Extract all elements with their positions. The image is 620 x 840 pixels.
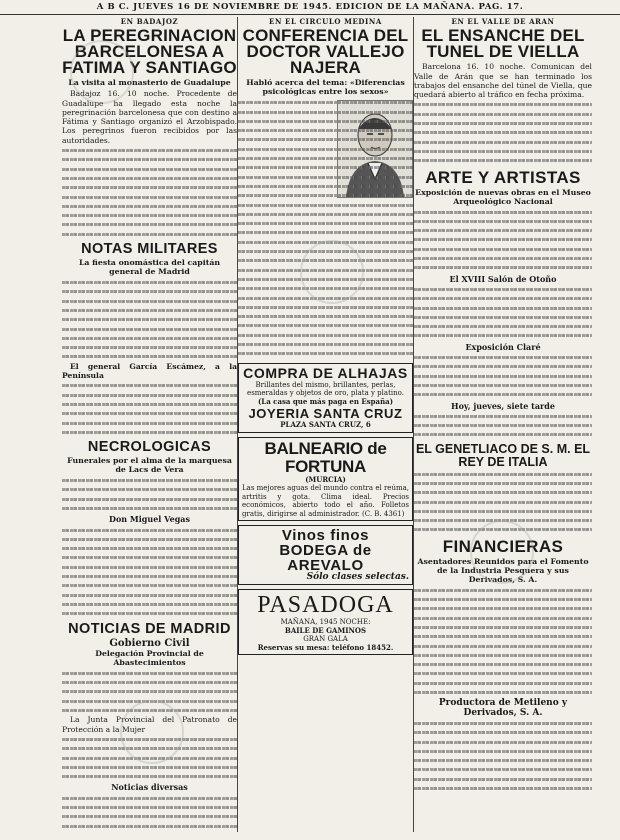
ad-balneario — [238, 437, 413, 522]
headline-peregrinacion: LA PEREGRINACION BARCELONESA A FATIMA Y SANTIAGO — [62, 26, 237, 78]
column-right — [414, 17, 592, 834]
article-subhead: El general García Escámez, a la Península — [62, 361, 237, 381]
ad-tagline: (La casa que más paga en España) — [257, 396, 394, 406]
headline-necrologicas: NECROLOGICAS — [87, 439, 212, 456]
ad-title: COMPRA DE ALHAJAS — [243, 364, 408, 381]
headline-conferencia: CONFERENCIA DEL DOCTOR VALLEJO NAJERA — [242, 26, 409, 78]
deck: Exposición de nuevas obras en el Museo Arqueológico Nacional — [415, 187, 591, 206]
ad-line: Vinos finos — [281, 527, 370, 545]
deck: La visita al monasterio de Guadalupe — [68, 78, 231, 88]
section-label: EN EL CIRCULO MEDINA — [269, 17, 382, 26]
article-paragraph: Barcelona 16. 10 noche. Comunican del Valle de Arán que se han terminado los trabajos del ensanche del túnel de Viella, que quedará abierto al tráfico en fecha próxima. — [414, 62, 592, 100]
ad-text: Las mejores aguas del mundo contra el reúma, artritis y gota. Clima ideal. Precios económicos, abierto todo el año. Folletos gratis, dirigirse al administrador. (C. B. 4361) — [242, 484, 409, 518]
subhead-exposicion-clare: Exposición Claré — [465, 341, 541, 352]
deck: Funerales por el alma de la marquesa de Lacs de Vera — [67, 456, 232, 475]
ad-line: MAÑANA, 1945 NOCHE: — [280, 618, 371, 627]
ad-title: BALNEARIO de FORTUNA — [264, 438, 387, 476]
ad-text: Brillantes del mismo, brillantes, perlas, esmeraldas y objetos de oro, plata y platino. — [247, 380, 404, 398]
column-left — [62, 17, 237, 834]
headline-noticias-madrid: NOTICIAS DE MADRID — [68, 620, 231, 637]
page-masthead: A B C. JUEVES 16 DE NOVIEMBRE DE 1945. EDICION DE LA MAÑANA. PAG. 17. — [0, 2, 620, 15]
ad-name: JOYERIA SANTA CRUZ — [248, 406, 403, 422]
subhead-productora-metileno: Productora de Metileno y Derivados, S. A. — [438, 698, 568, 718]
ad-title: PASADOGA — [257, 592, 394, 619]
ad-line: Reservas su mesa: teléfono 18452. — [257, 642, 394, 652]
deck: Delegación Provincial de Abastecimientos — [95, 648, 204, 667]
ad-line: GRAN GALA — [303, 635, 348, 644]
column-center — [238, 17, 413, 834]
headline-notas-militares: NOTAS MILITARES — [81, 241, 218, 258]
article-subhead: Don Miguel Vegas — [109, 514, 190, 525]
section-label: EN BADAJOZ — [120, 17, 179, 26]
subhead-gobierno-civil: Gobierno Civil — [109, 637, 190, 649]
ad-line: BODEGA de AREVALO — [279, 542, 372, 575]
article-paragraph: La Junta Provincial del Patronato de Protección a la Mujer — [62, 715, 237, 734]
headline-genetliaco: EL GENETLIACO DE S. M. EL REY DE ITALIA — [415, 441, 591, 469]
subhead-noticias-diversas: Noticias diversas — [111, 782, 188, 793]
ad-address: PLAZA SANTA CRUZ, 6 — [280, 420, 371, 430]
deck: Habló acerca del tema: «Diferencias psicológicas entre los sexos» — [246, 78, 405, 97]
deck: Asentadores Reunidos para el Fomento de la Industria Pesquera y sus Derivados, S. A. — [417, 556, 589, 584]
section-label: EN EL VALLE DE ARAN — [451, 17, 555, 26]
ad-line: Sólo clases selectas. — [306, 572, 409, 583]
article-paragraph: Badajoz 16. 10 noche. Procedente de Guadalupe ha llegado esta noche la peregrinación barcelonesa que con destino a Fátima y Santiago organizó el Arzobispado. Los peregrinos fueron recibidos por las autoridades. — [62, 89, 237, 145]
headline-financieras: FINANCIERAS — [442, 536, 564, 556]
deck: La fiesta onomástica del capitán general de Madrid — [78, 258, 221, 277]
headline-arte-artistas: ARTE Y ARTISTAS — [425, 167, 581, 187]
ad-bodega — [238, 525, 413, 585]
subhead-salon-otono: El XVIII Salón de Otoño — [449, 273, 557, 284]
subhead-hoy-jueves: Hoy, jueves, siete tarde — [451, 400, 555, 411]
ad-line: BAILE DE GAMINOS — [284, 625, 367, 635]
ad-place: (MURCIA) — [305, 474, 346, 484]
ad-compra-alhajas — [238, 363, 413, 433]
ad-pasadoga — [238, 589, 413, 655]
headline-tunel-viella: EL ENSANCHE DEL TUNEL DE VIELLA — [421, 26, 585, 62]
